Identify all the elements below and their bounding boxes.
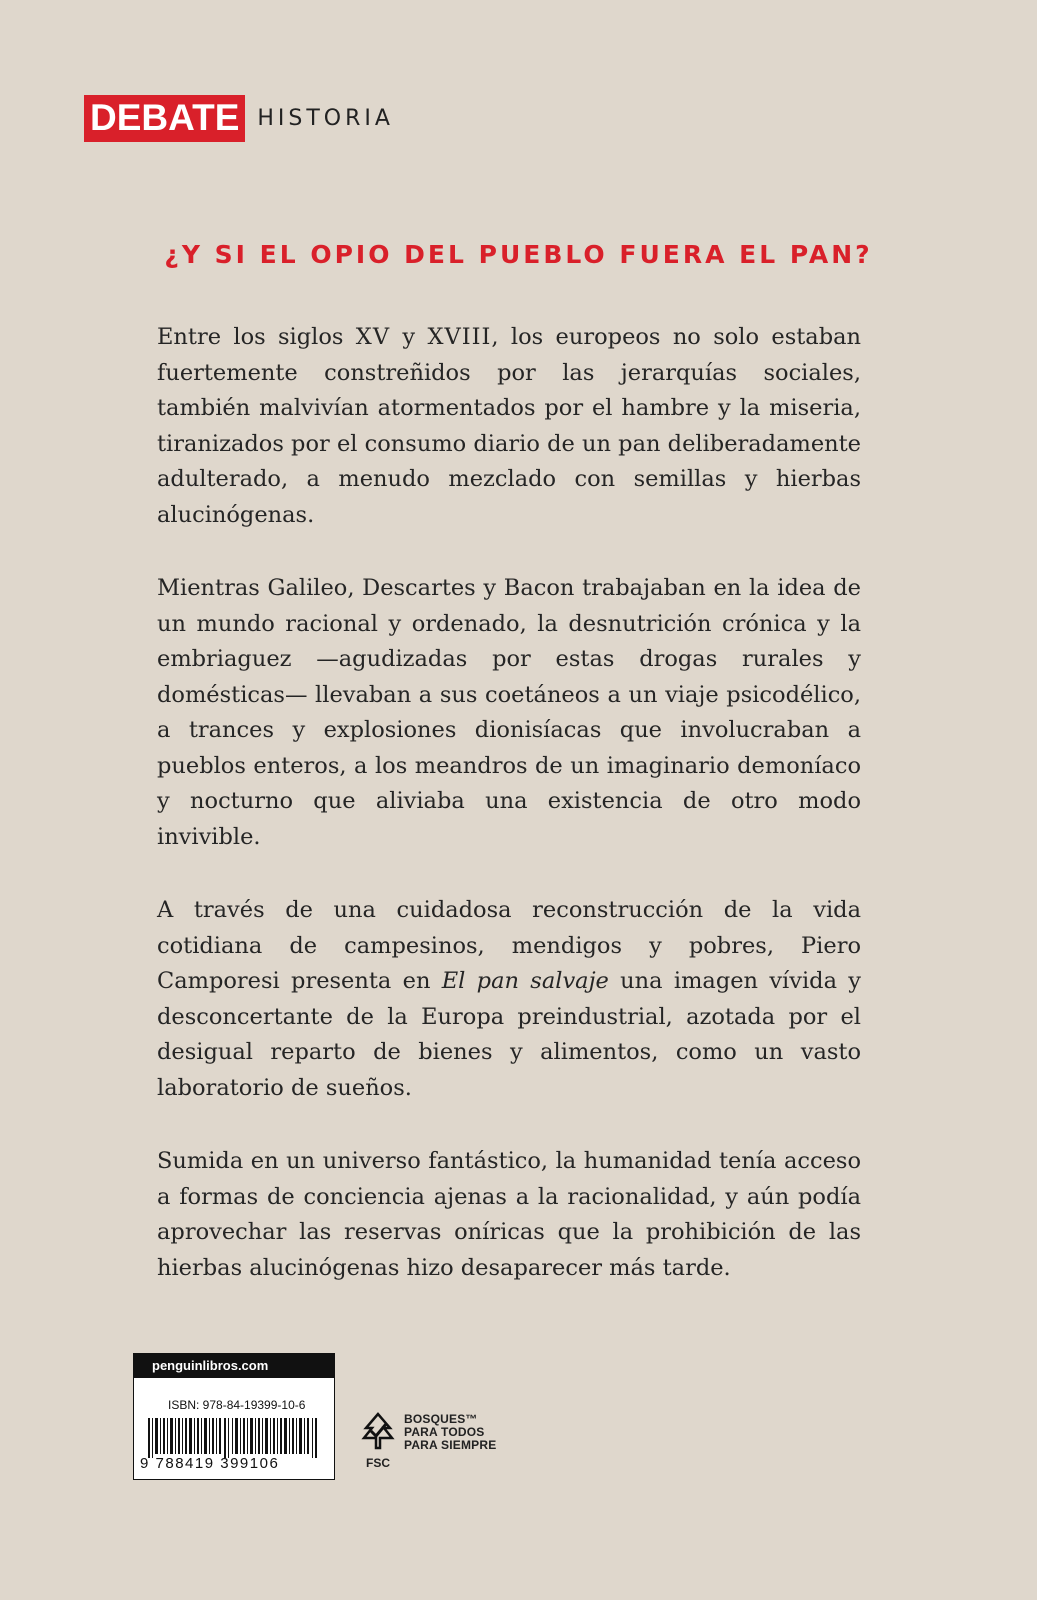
p1-text-c: y (390, 324, 428, 350)
header (84, 95, 394, 142)
barcode-box (133, 1353, 335, 1480)
fsc-line-3: PARA SIEMPRE (404, 1438, 497, 1452)
blurb (157, 320, 861, 1324)
p3-text-b: una imagen vívida y desconcertante de la Europa preindustrial, azotada por el desigual reparto de bienes y alimentos, como un vasto laboratorio de sueños. (157, 968, 861, 1101)
publisher-logo: DEBATE (84, 95, 245, 142)
fsc-mark (360, 1412, 496, 1470)
fsc-line-1: BOSQUES™ (404, 1412, 478, 1426)
book-title: El pan salvaje (441, 968, 609, 994)
p1-text-a: Entre los siglos (157, 324, 356, 350)
century-18: XVIII (427, 324, 492, 350)
fsc-logo (360, 1412, 396, 1470)
isbn-label: ISBN: 978-84-19399-10-6 (168, 1398, 306, 1412)
fsc-line-2: PARA TODOS (404, 1425, 485, 1439)
paragraph-4: Sumida en un universo fantástico, la humanidad tenía acceso a formas de conciencia ajenas a la racionalidad, y aún podía aprovechar las reservas oníricas que la prohibición de las hierbas alucinógenas hizo desaparecer más tarde. (157, 1148, 861, 1281)
paragraph-3 (157, 893, 861, 1106)
p3-text-a: A través de una cuidadosa reconstrucción de la vida cotidiana de campesinos, mendigos y pobres, Piero Camporesi presenta en (157, 897, 861, 994)
barcode-digits: 9 788419 399106 (140, 1455, 280, 1472)
website-label: penguinlibros.com (134, 1354, 334, 1378)
headline: ¿Y SI EL OPIO DEL PUEBLO FUERA EL PAN? (164, 240, 873, 269)
century-15: XV (355, 324, 391, 350)
p1-text-e: , los europeos no solo estaban fuertemente constreñidos por las jerarquías sociales, también malvivían atormentados por el hambre y la miseria, tiranizados por el consumo diario de un pan deliberadamente adulterado, a menudo mezclado con semillas y hierbas alucinógenas. (157, 324, 862, 528)
collection-label: HISTORIA (257, 106, 394, 131)
fsc-label: FSC (366, 1456, 390, 1470)
barcode-bars (148, 1418, 320, 1458)
paragraph-1 (157, 320, 861, 533)
tree-check-icon (360, 1412, 396, 1450)
fsc-slogan (404, 1413, 496, 1452)
paragraph-2: Mientras Galileo, Descartes y Bacon trabajaban en la idea de un mundo racional y ordenado, la desnutrición crónica y la embriaguez —agudizadas por estas drogas rurales y domésticas— llevaban a sus coetáneos a un viaje psicodélico, a trances y explosiones dionisíacas que involucraban a pueblos enteros, a los meandros de un imaginario demoníaco y nocturno que aliviaba una existencia de otro modo invivible. (157, 575, 861, 850)
